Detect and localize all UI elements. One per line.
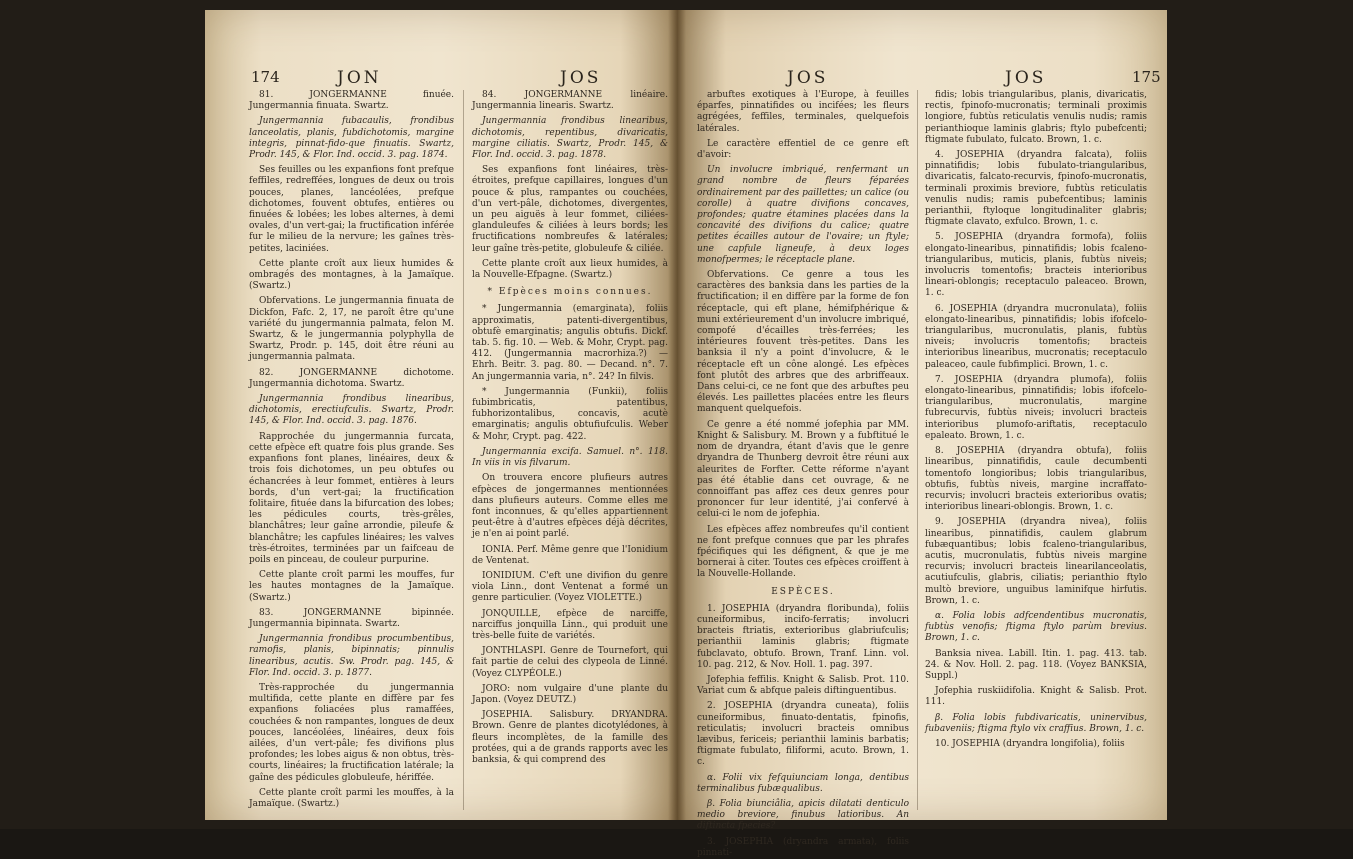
right-column-1	[697, 90, 909, 858]
paragraph: On trouvera encore plufieurs autres efpèces de jongermannes mentionnées dans plufieurs auteurs. Comme elles me font inconnues, & qu'elles appartiennent peut-être à d'autres efpèces déjà décrites, je n'en ai point parlé.	[472, 473, 668, 540]
left-header-jos: JOS	[560, 68, 602, 88]
column-rule	[917, 90, 918, 810]
paragraph: JOSEPHIA. Salisbury. DRYANDRA. Brown. Genre de plantes dicotylédones, à fleurs incomplètes, de la famille des protées, qui a de grands rapports avec les banksia, & qui comprend des	[472, 710, 668, 765]
paragraph: 9. JOSEPHIA (dryandra nivea), foliis linearibus, pinnatifidis, caulem glabrum fubæquantibus; lobis fcaleno-triangularibus, acutis, mucronulatis, fubtùs niveis margine recurvis; involucri bracteis linearilanceolatis, acutiufculis, glabris, ciliatis; perianthio ftylo multò breviore, unguibus laminifque hirfutis. Brown, 1. c.	[925, 517, 1147, 606]
paragraph: Ses feuilles ou les expanfions font prefque feffiles, redreffées, longues de deux ou trois pouces, planes, lancéolées, prefque dichotomes, fouvent obtufes, entières ou finuées & lobées; les lobes alternes, à demi ovales, d'un vert-gai; la fructification inférée fur le milieu de la nervure; les gaînes très-petites, laciniées.	[249, 165, 454, 254]
paragraph: Jungermannia excifa. Samuel. n°. 118. In viis in vis filvarum.	[472, 446, 668, 469]
paragraph: 82. JONGERMANNE dichotome. Jungermannia dichotoma. Swartz.	[249, 367, 454, 389]
right-page	[677, 10, 1167, 858]
column-rule	[463, 90, 464, 810]
paragraph: Jungermannia fubacaulis, frondibus lanceolatis, planis, fubdichotomis, margine integris, pinnat-fido-que finuatis. Swartz, Prodr. 145, & Flor. Ind. occid. 3. pag. 1874.	[249, 116, 454, 161]
paragraph: Les efpèces affez nombreufes qu'il contient ne font prefque connues que par les phrafes fpécifiques qui les défignent, & que je me bornerai à citer. Toutes ces efpèces croiffent à la Nouvelle-Hollande.	[697, 524, 909, 580]
right-page-number: 175	[1132, 68, 1161, 86]
book-gutter	[668, 10, 686, 820]
paragraph: 8. JOSEPHIA (dryandra obtufa), foliis linearibus, pinnatifidis, caule decumbenti tomentofo longioribus; lobis triangularibus, obtufis, fubtùs niveis, margine incraffato-recurvis; involucri bracteis exterioribus ovatis; interioribus lineari-oblongis. Brown, 1. c.	[925, 446, 1147, 513]
right-column-2	[925, 90, 1147, 806]
paragraph: 10. JOSEPHIA (dryandra longifolia), foliis	[935, 738, 1125, 749]
paragraph: β. Folia lobis fubdivaricatis, uninervibus, fubaveniis; ftigma ftylo vix craffius. Brown, 1. c.	[925, 712, 1147, 734]
paragraph: Ce genre a été nommé jofephia par MM. Knight & Salisbury. M. Brown y a fubftitué le nom de dryandra, étant d'avis que le genre dryandra de Thunberg devroit être réuni aux aleurites de Forfter. Cette réforme n'ayant pas été établie dans cet ouvrage, & ne connoiffant pas affez ces deux genres pour prononcer fur leur identité, j'ai confervé à celui-ci le nom de jofephia.	[697, 419, 909, 520]
left-page-number: 174	[251, 68, 280, 86]
paragraph: IONIDIUM. C'eft une divifion du genre viola Linn., dont Ventenat a formé un genre particulier. (Voyez VIOLETTE.)	[472, 570, 668, 604]
paragraph: 7. JOSEPHIA (dryandra plumofa), foliis elongato-linearibus, pinnatifidis; lobis ifofcelo-triangularibus, mucronulatis, margine fubrecurvis, fubtùs niveis; involucri bracteis interioribus plumofo-ariftatis, receptaculo epaleato. Brown, 1. c.	[925, 374, 1147, 441]
paragraph: Ses expanfions font linéaires, très-étroites, prefque capillaires, longues d'un pouce & plus, rampantes ou couchées, d'un vert-pâle, dichotomes, divergentes, un peu aiguës à leur fommet, ciliées-glanduleufes & ciliées à leurs bords; les fructifications nombreufes & latérales; leur gaîne très-petite, globuleufe & ciliée.	[472, 165, 668, 254]
paragraph: Rapprochée du jungermannia furcata, cette efpèce eft quatre fois plus grande. Ses expanfions font planes, linéaires, deux & trois fois dichotomes, un peu obtufes ou échancrées à leur fommet, entières à leurs bords, d'un vert-gai; la fructification folitaire, fituée dans la bifurcation des lobes; les pédicules courts, très-grêles, blanchâtres; leur gaîne arrondie, pileufe & blanchâtre; les capfules linéaires; les valves très-étroites, terminées par un faifceau de poils en pinceau, de couleur purpurine.	[249, 431, 454, 565]
paragraph: IONIA. Perf. Même genre que l'Ionidium de Ventenat.	[472, 544, 668, 566]
paragraph: 6. JOSEPHIA (dryandra mucronulata), foliis elongato-linearibus, pinnatifidis; lobis ifofcelo-triangularibus, mucronulatis, planis, fubtùs niveis; involucris tomentofis; bracteis interioribus linearibus, mucronatis; receptaculo paleaceo, caule fubfimplici. Brown, 1. c.	[925, 303, 1147, 370]
paragraph: 81. JONGERMANNE finuée. Jungermannia finuata. Swartz.	[249, 90, 454, 112]
paragraph: * Jungermannia (emarginata), foliis approximatis, patenti-divergentibus, obtufè emarginatis; angulis obtufis. Dickf. tab. 5. fig. 10. — Web. & Mohr, Crypt. pag. 412. (Jungermannia macrorhiza.?) — Ehrh. Beitr. 3. pag. 80. — Decand. n°. 7. An jungermannia varia, n°. 24? In filvis.	[472, 304, 668, 382]
paragraph: Un involucre imbriqué, renfermant un grand nombre de fleurs féparées ordinairement par des paillettes; un calice (ou corolle) à quatre divifions concaves, profondes; quatre étamines placées dans la concavité des divifions du calice; quatre petites écailles autour de l'ovaire; un ftyle; une capfule ligneufe, à deux loges monofpermes; le réceptacle plane.	[697, 165, 909, 265]
paragraph: 3. JOSEPHIA (dryandra armata), foliis pinnati-	[697, 836, 909, 858]
paragraph: 5. JOSEPHIA (dryandra formofa), foliis elongato-linearibus, pinnatifidis; lobis fcaleno-triangularibus, muticis, planis, fubtùs niveis; involucris tomentofis; bracteis interioribus lineari-oblongis; receptaculo paleaceo. Brown, 1. c.	[925, 232, 1147, 299]
paragraph: Très-rapprochée du jungermannia multifida, cette plante en diffère par fes expanfions foliacées plus ramaffées, couchées & non rampantes, longues de deux pouces, lancéolées, linéaires, deux fois ailées, d'un vert-pâle; fes divifions plus profondes; les lobes aigus & non obtus, très-courts, linéaires; la fructification latérale; la gaîne des pédicules globuleufe, hériffée.	[249, 682, 454, 783]
paragraph: Jofephia feffilis. Knight & Salisb. Prot. 110. Variat cum & abfque paleis diftinguentibus.	[697, 674, 909, 697]
paragraph: α. Folii vix fefquiunciam longa, dentibus terminalibus fubæqualibus.	[697, 772, 909, 794]
paragraph: β. Folia biunciâlia, apicis dilatati denticulo medio breviore, finubus latioribus. An diftincta fpecies?	[697, 798, 909, 832]
paragraph: JONTHLASPI. Genre de Tournefort, qui fait partie de celui des clypeola de Linné. (Voyez CLYPÉOLE.)	[472, 646, 668, 679]
paragraph: ESPÈCES.	[771, 586, 835, 597]
paragraph: Cette plante croît parmi les mouffes, fur les hautes montagnes de la Jamaïque. (Swartz.)	[249, 570, 454, 603]
paragraph: * Jungermannia (Funkii), foliis fubimbricatis, patentibus, fubhorizontalibus, concavis, acutè emarginatis; angulis obtufiufculis. Weber & Mohr, Crypt. pag. 422.	[472, 386, 668, 442]
left-column-2	[472, 90, 668, 806]
paragraph: 4. JOSEPHIA (dryandra falcata), foliis pinnatifidis; lobis fubulato-triangularibus, divaricatis, falcato-recurvis, fpinofo-mucronatis, terminali proximis breviore, fubtùs reticulatis venulis nudis; ramis pubefcentibus; laminis perianthii, ftyloque longitudinaliter glabris; ftigmate clavato, exfulco. Brown, 1. c.	[925, 150, 1147, 228]
paragraph: Le caractère effentiel de ce genre eft d'avoir:	[697, 138, 909, 161]
right-header-jos-2: JOS	[1005, 68, 1047, 88]
paragraph: 84. JONGERMANNE linéaire. Jungermannia linearis. Swartz.	[472, 90, 668, 112]
paragraph: JONQUILLE, efpèce de narciffe, narciffus jonquilla Linn., qui produit une très-belle fuite de variétés.	[472, 608, 668, 641]
paragraph: Cette plante croît parmi les mouffes, à la Jamaïque. (Swartz.)	[249, 787, 454, 809]
left-column-1	[249, 90, 454, 809]
paragraph: Jungermannia frondibus linearibus, dichotomis, repentibus, divaricatis, margine ciliatis. Swartz, Prodr. 145, & Flor. Ind. occid. 3. pag. 1878.	[472, 116, 668, 161]
paragraph: Jungermannia frondibus procumbentibus, ramofis, planis, bipinnatis; pinnulis linearibus, acutis. Sw. Prodr. pag. 145, & Flor. Ind. occid. 3. p. 1877.	[249, 634, 454, 678]
paragraph: 2. JOSEPHIA (dryandra cuneata), foliis cuneiformibus, finuato-dentatis, fpinofis, reticulatis; involucri bracteis omnibus lævibus, fericeis; perianthii laminis barbatis; ftigmate fubulato, filiformi, acuto. Brown, 1. c.	[697, 701, 909, 768]
paragraph: Cette plante croît aux lieux humides & ombragés des montagnes, à la Jamaïque. (Swartz.)	[249, 258, 454, 292]
paragraph: Obfervations. Ce genre a tous les caractères des banksia dans les parties de la fructification; il en diffère par la forme de fon réceptacle, qui eft plane, hémifphérique & muni extérieurement d'un involucre imbriqué, compofé d'écailles très-ferrées; les intérieures fouvent très-petites. Dans les banksia il n'y a point d'involucre, & le réceptacle eft un cône alongé. Les efpèces font plutôt des arbres que des arbriffeaux. Dans celui-ci, ce ne font que des arbuftes peu élevés. Les paillettes placées entre les fleurs manquent quelquefois.	[697, 270, 909, 415]
paragraph: Obfervations. Le jungermannia finuata de Dickfon, Fafc. 2, 17, ne paroît être qu'une variété du jungermannia palmata, felon M. Swartz, & le jungermannia polyphylla de Swartz, Prodr. p. 145, doit être réuni au jungermannia palmata.	[249, 296, 454, 363]
right-header-jos-1: JOS	[787, 68, 829, 88]
paragraph: * Efpèces moins connues.	[487, 287, 653, 298]
paragraph: α. Folia lobis adfcendentibus mucronatis, fubtùs venofis; ftigma ftylo parùm brevius. Brown, 1. c.	[925, 610, 1147, 644]
paragraph: Banksia nivea. Labill. Itin. 1. pag. 413. tab. 24. & Nov. Holl. 2. pag. 118. (Voyez BANKSIA, Suppl.)	[925, 648, 1147, 681]
paragraph: 1. JOSEPHIA (dryandra floribunda), foliis cuneiformibus, incifo-ferratis; involucri bracteis ftriatis, exterioribus glabriufculis; perianthii laminis glabris; ftigmate fubclavato, obtufo. Brown, Tranf. Linn. vol. 10. pag. 212, & Nov. Holl. 1. pag. 397.	[697, 603, 909, 670]
paragraph: Jungermannia frondibus linearibus, dichotomis, erectiufculis. Swartz, Prodr. 145, & Flor. Ind. occid. 3. pag. 1876.	[249, 394, 454, 427]
paragraph: fidis; lobis triangularibus, planis, divaricatis, rectis, fpinofo-mucronatis; terminali proximis longiore, fubtùs reticulatis venulis nudis; ramis perianthioque laminis glabris; ftylo pubefcenti; ftigmate fubulato, fulcato. Brown, 1. c.	[925, 90, 1147, 145]
paragraph: Jofephia ruskiidifolia. Knight & Salisb. Prot. 111.	[925, 686, 1147, 708]
paragraph: Cette plante croît aux lieux humides, à la Nouvelle-Efpagne. (Swartz.)	[472, 258, 668, 281]
left-page	[205, 10, 677, 820]
paragraph: arbuftes exotiques à l'Europe, à feuilles éparfes, pinnatifides ou incifées; les fleurs agrégées, feffiles, terminales, quelquefois latérales.	[697, 90, 909, 134]
paragraph: JORO: nom vulgaire d'une plante du Japon. (Voyez DEUTZ.)	[472, 683, 668, 705]
left-header-jon: JON	[337, 68, 382, 88]
paragraph: 83. JONGERMANNE bipinnée. Jungermannia bipinnata. Swartz.	[249, 607, 454, 629]
